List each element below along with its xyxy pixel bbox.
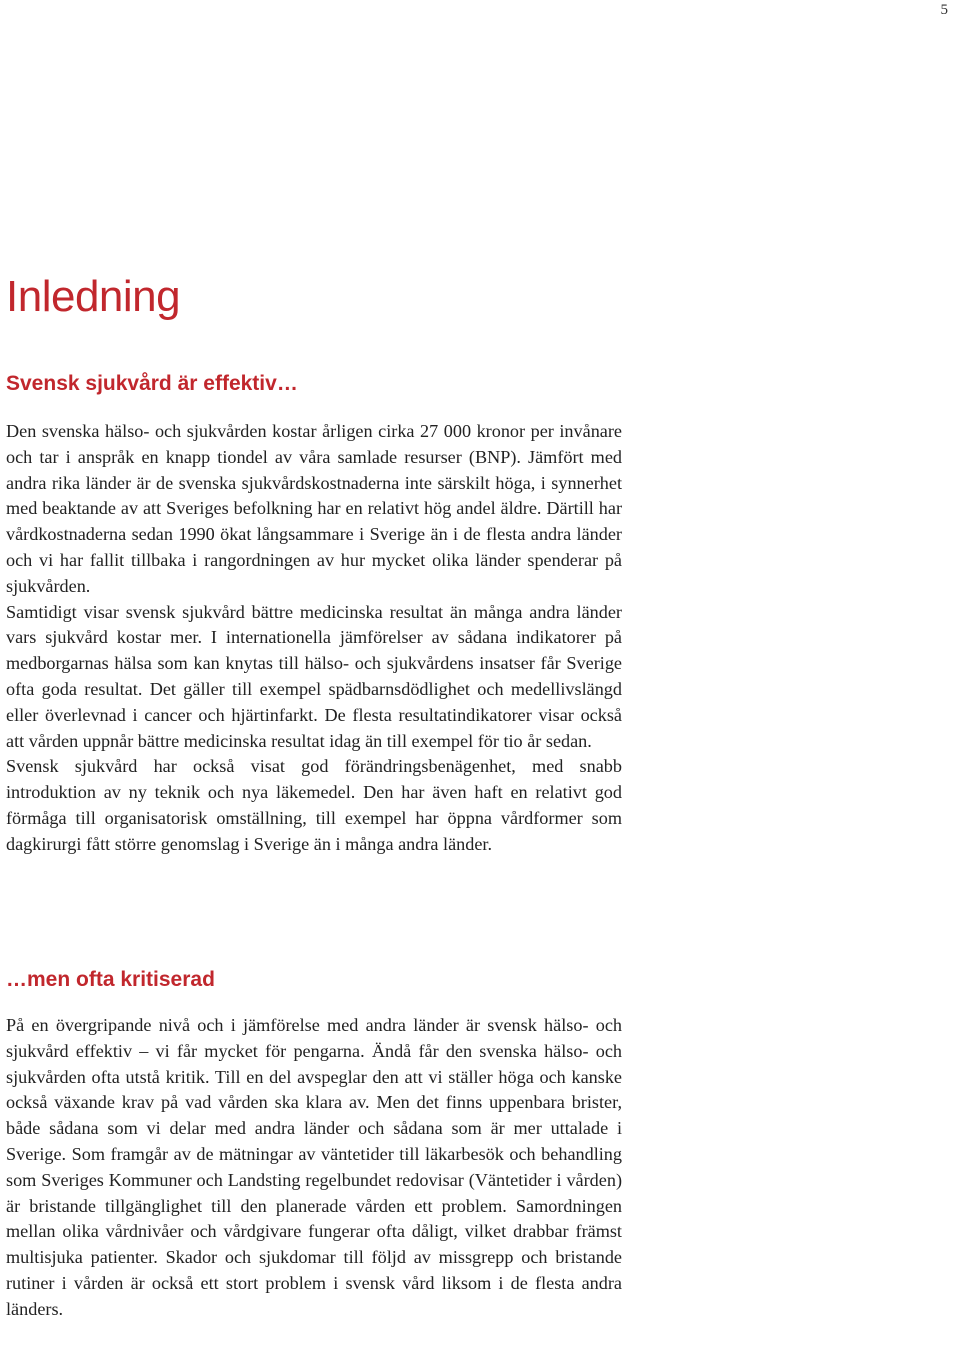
section-body-effective (6, 419, 622, 858)
page-number: 5 (940, 2, 948, 18)
paragraph: Samtidigt visar svensk sjukvård bättre medicinska resultat än många andra länder vars sjukvård kostar mer. I internationella jämförelser av sådana indikatorer på medborgarnas hälsa som kan knytas till hälso- och sjukvårdens insatser får Sverige ofta goda resultat. Det gäller till exempel spädbarnsdödlighet och medellivslängd eller överlevnad i cancer och hjärtinfarkt. De flesta resultatindikatorer visar också att vården uppnår bättre medicinska resultat idag än till exempel för tio år sedan. (6, 601, 622, 751)
section-body-criticized (6, 1013, 622, 1323)
paragraph: Den svenska hälso- och sjukvården kostar årligen cirka 27 000 kronor per invånare och tar i anspråk en knapp tiondel av våra samlade resurser (BNP). Jämfört med andra rika länder är de svenska sjukvårdskostnaderna inte särskilt höga, i synnerhet med beaktande av att Sveriges befolkning har en relativt hög andel äldre. Därtill har vårdkostnaderna sedan 1990 ökat långsammare i Sverige än i de flesta andra länder och vi har fallit tillbaka i rangordningen av hur mycket olika länder spenderar på sjukvården. (6, 421, 622, 596)
section-heading-criticized: …men ofta kritiserad (6, 968, 215, 991)
chapter-title: Inledning (6, 272, 181, 321)
paragraph: Svensk sjukvård har också visat god förändringsbenägenhet, med snabb introduktion av ny teknik och nya läkemedel. Den har även haft en relativt god förmåga till organisatorisk omställning, till exempel har öppna vårdformer som dagkirurgi fått större genomslag i Sverige än i många andra länder. (6, 756, 622, 854)
section-heading-effective: Svensk sjukvård är effektiv… (6, 372, 298, 395)
paragraph: På en övergripande nivå och i jämförelse med andra länder är svensk hälso- och sjukvård effektiv – vi får mycket för pengarna. Ändå får den svenska hälso- och sjukvården ofta utstå kritik. Till en del avspeglar den att vi ställer höga och kanske också växande krav på vad vården ska klara av. Men det finns uppenbara brister, både sådana som vi delar med andra länder och sådana som är mer uttalade i Sverige. Som framgår av de mätningar av väntetider till läkarbesök och behandling som Sveriges Kommuner och Landsting regelbundet redovisar (Väntetider i vården) är bristande tillgänglighet till den planerade vården ett problem. Samordningen mellan olika vårdnivåer och vårdgivare fungerar ofta dåligt, vilket drabbar främst multisjuka patienter. Skador och sjukdomar till följd av missgrepp och bristande rutiner i vården är också ett stort problem i svensk vård liksom i de flesta andra länders. (6, 1015, 622, 1319)
